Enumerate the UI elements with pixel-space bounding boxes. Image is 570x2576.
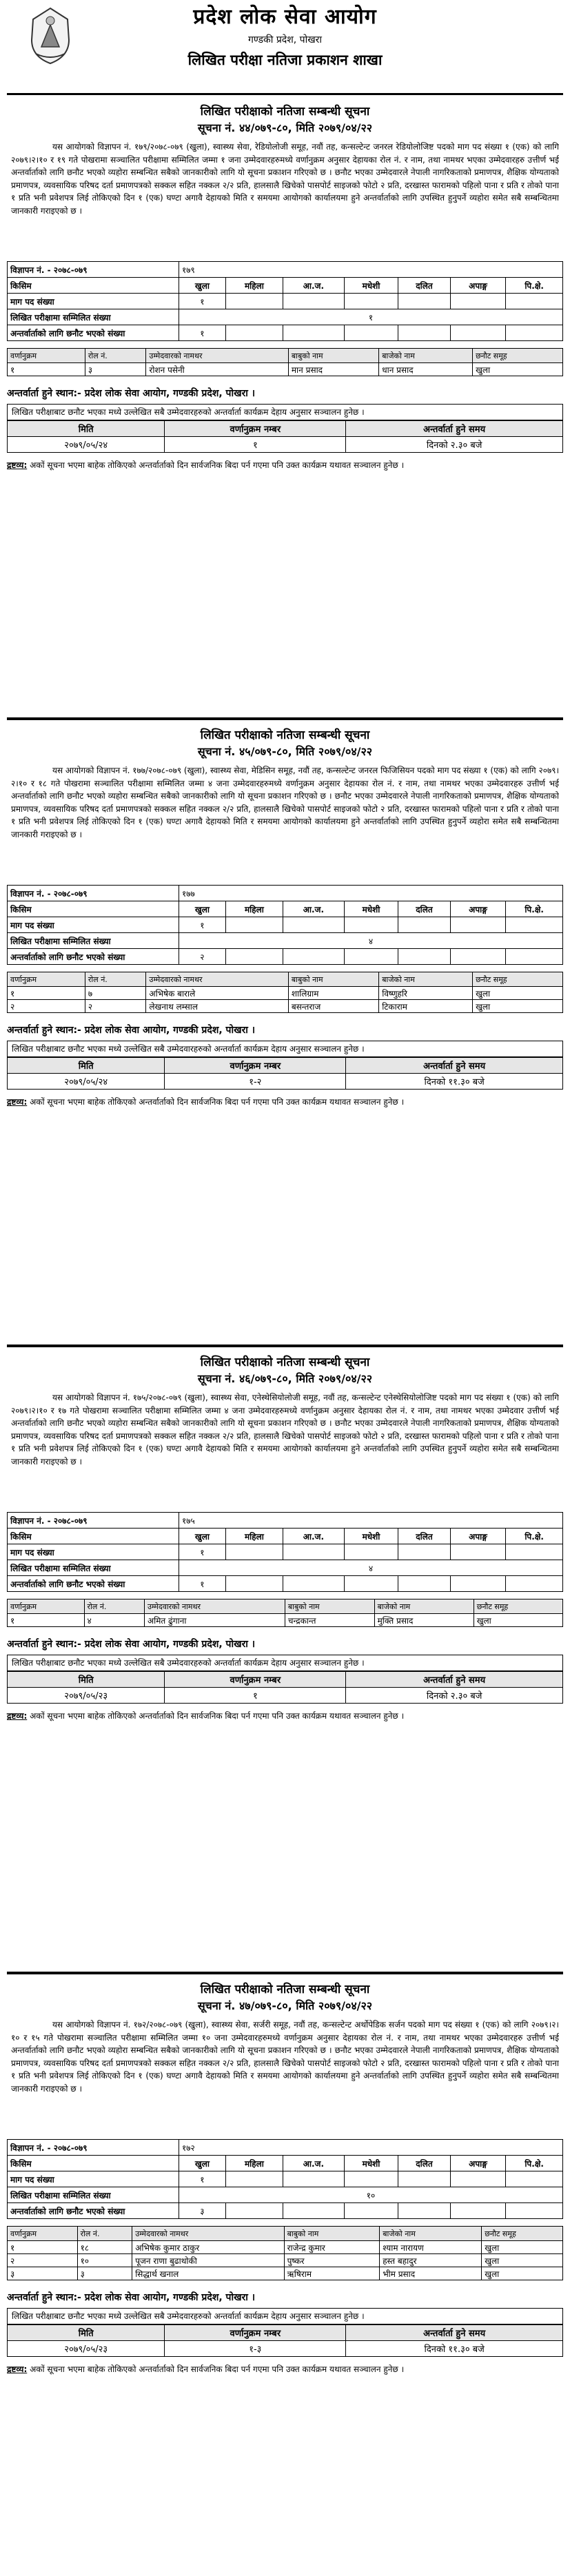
- category-header: दलित: [398, 1529, 450, 1544]
- candidate-column-header: रोल नं.: [84, 1599, 144, 1614]
- candidate-cell: २: [8, 2254, 78, 2267]
- candidate-cell: ७: [85, 987, 146, 1000]
- footer-label: द्रष्टव्य:: [7, 460, 28, 470]
- category-header: आ.ज.: [283, 901, 345, 917]
- row-value: [450, 917, 506, 933]
- candidate-column-header: बाजेको नाम: [379, 349, 473, 363]
- row-value: [344, 2203, 398, 2219]
- interview-note: लिखित परीक्षाबाट छनौट भएका मध्ये उल्लेखित सबै उम्मेदवारहरुको अन्तर्वार्ता कार्यक्रम देहाय अनुसार सञ्चालन हुनेछ ।: [7, 1655, 563, 1671]
- schedule-table: [7, 420, 563, 453]
- candidate-cell: चन्द्रकान्त: [285, 1614, 374, 1627]
- row-value: [344, 1544, 398, 1560]
- footer-text: अकों सूचना भएमा बाहेक तोकिएको अन्तर्वार्ताको दिन सार्वजनिक बिदा पर्न गएमा पनि उक्त कार्यक्रम यथावत सञ्चालन हुनेछ ।: [30, 460, 405, 470]
- row-value: [225, 325, 283, 341]
- row-value: [398, 2203, 450, 2219]
- candidate-cell: १८: [77, 2241, 132, 2254]
- row-value: [506, 294, 563, 309]
- row-value: [450, 294, 506, 309]
- row-value: १: [179, 309, 563, 325]
- row-value: २: [179, 949, 226, 965]
- row-value: [344, 325, 398, 341]
- candidate-cell: ऋषिराम: [284, 2267, 380, 2280]
- interview-place: अन्तर्वार्ता हुने स्थान:- प्रदेश लोक सेवा आयोग, गण्डकी प्रदेश, पोखरा ।: [7, 388, 256, 399]
- row-value: [450, 949, 506, 965]
- candidate-column-header: उम्मेदवारको नामथर: [144, 1599, 285, 1614]
- footer-label: द्रष्टव्य:: [7, 1097, 28, 1107]
- interview-place: अन्तर्वार्ता हुने स्थान:- प्रदेश लोक सेवा आयोग, गण्डकी प्रदेश, पोखरा ।: [7, 2292, 256, 2303]
- candidate-cell: खुला: [473, 1000, 563, 1013]
- category-header: खुला: [179, 278, 226, 294]
- adv-number: १७७: [179, 886, 563, 901]
- row-value: [283, 949, 345, 965]
- row-value: [506, 325, 563, 341]
- row-value: [225, 1544, 283, 1560]
- notice-body: यस आयोगको विज्ञापन नं. १७९/२०७८-०७९ (खुला), स्वास्थ्य सेवा, रेडियोलोजी समूह, नवौं तह, कन्सल्टेन्ट जनरल रेडियोलोजिष्ट पदको माग पद संख्या १ (एक) को लागि २०७९।२।१० र १९ गते पोखरामा सञ्चालित परीक्षामा सम्मिलित जम्मा १ जना उम्मेदवारहरुमध्ये वर्णानुक्रम अनुसार देहायका रोल नं. र नाम, तथा नामथर भएका उम्मेदवारहरु उत्तीर्ण भई अन्तर्वार्ताको लागि छनौट भएको व्यहोरा सम्बन्धित सबैको जानकारीको लागि यो सूचना प्रकाशन गरिएको छ । छनौट भएका उम्मेदवारले नेपाली नागरिकताको प्रमाणपत्र, शैक्षिक योग्यताको प्रमाणपत्र, व्यवसायिक परिषद दर्ता प्रमाणपत्रको सक्कल सहित नक्कल २/२ प्रति, हालसालै खिचेको पासपोर्ट साइजको फोटो २ प्रति, दरखास्त फारामको पहिलो पाना र प्रति र तोको पाना १ प्रति भनी प्रवेशपत्र लिई तोकिएको दिन १ (एक) घण्टा अगावै देहायको मिति र समयमा आयोगको कार्यालयमा हुने अन्तर्वार्ताको लागि उपस्थित हुनुपर्ने व्यहोरा समेत सबै सम्बन्धितमा जानकारी गराइएको छ ।: [11, 142, 559, 216]
- row-value: [398, 1544, 450, 1560]
- row-value: [225, 917, 283, 933]
- interview-place: अन्तर्वार्ता हुने स्थान:- प्रदेश लोक सेवा आयोग, गण्डकी प्रदेश, पोखरा ।: [7, 1025, 256, 1036]
- candidate-cell: खुला: [482, 2241, 563, 2254]
- category-header: मधेशी: [344, 1529, 398, 1544]
- candidate-cell: १: [8, 1614, 85, 1627]
- header-title: प्रदेश लोक सेवा आयोग: [193, 5, 377, 29]
- row-value: [450, 2203, 506, 2219]
- adv-number: १७२: [179, 2140, 563, 2156]
- section-divider: [7, 1345, 563, 1347]
- category-header: खुला: [179, 1529, 226, 1544]
- row-label: लिखित परीक्षामा सम्मिलित संख्या: [8, 1560, 179, 1576]
- row-label: अन्तर्वार्ताको लागि छनौट भएको संख्या: [8, 2203, 179, 2219]
- table-row: [8, 437, 563, 453]
- row-value: [506, 2203, 563, 2219]
- row-value: १: [179, 325, 226, 341]
- row-label: अन्तर्वार्ताको लागि छनौट भएको संख्या: [8, 1576, 179, 1592]
- candidate-cell: मान प्रसाद: [288, 363, 378, 376]
- candidate-cell: हस्त बहादुर: [380, 2254, 482, 2267]
- category-header: मधेशी: [344, 901, 398, 917]
- category-header: मधेशी: [344, 278, 398, 294]
- table-row: [8, 2267, 563, 2280]
- table-row: [8, 1074, 563, 1090]
- notice-heading: लिखित परीक्षाको नतिजा सम्बन्धी सूचना: [200, 1983, 370, 1996]
- candidate-column-header: बाबुको नाम: [284, 2227, 380, 2241]
- row-value: १: [179, 294, 226, 309]
- notice-heading: लिखित परीक्षाको नतिजा सम्बन्धी सूचना: [200, 1356, 370, 1369]
- candidate-cell: रोशन पसेनी: [146, 363, 288, 376]
- candidate-column-header: उम्मेदवारको नामथर: [146, 972, 288, 987]
- category-header: महिला: [225, 1529, 283, 1544]
- row-label: लिखित परीक्षामा सम्मिलित संख्या: [8, 309, 179, 325]
- candidate-cell: भीम प्रसाद: [380, 2267, 482, 2280]
- schedule-column-header: अन्तर्वार्ता हुने समय: [346, 1058, 563, 1074]
- category-header: खुला: [179, 901, 226, 917]
- schedule-column-header: वर्णानुक्रम नम्बर: [165, 421, 346, 437]
- row-value: [398, 325, 450, 341]
- result-notice: [7, 1981, 563, 2375]
- schedule-column-header: मिति: [8, 2325, 165, 2341]
- section-divider: [7, 1972, 563, 1974]
- candidate-cell: सिद्धार्थ खनाल: [132, 2267, 284, 2280]
- candidate-cell: ३: [85, 363, 146, 376]
- row-value: [344, 294, 398, 309]
- schedule-cell: २०७९/०५/२४: [8, 437, 165, 453]
- row-value: १: [179, 1576, 226, 1592]
- table-row: [8, 1614, 563, 1627]
- candidate-cell: खुला: [482, 2267, 563, 2280]
- candidate-table: [7, 348, 563, 376]
- row-value: [283, 917, 345, 933]
- row-value: [283, 2203, 345, 2219]
- category-header: खुला: [179, 2156, 226, 2171]
- row-value: [225, 2171, 283, 2187]
- schedule-cell: दिनको २.३० बजे: [346, 437, 563, 453]
- schedule-column-header: वर्णानुक्रम नम्बर: [165, 2325, 346, 2341]
- row-value: [450, 325, 506, 341]
- schedule-cell: २०७९/०५/२३: [8, 2341, 165, 2357]
- candidate-cell: १: [8, 363, 85, 376]
- footer-text: अकों सूचना भएमा बाहेक तोकिएको अन्तर्वार्ताको दिन सार्वजनिक बिदा पर्न गएमा पनि उक्त कार्यक्रम यथावत सञ्चालन हुनेछ ।: [30, 1097, 405, 1107]
- table-row: [8, 2241, 563, 2254]
- row-value: [450, 2171, 506, 2187]
- row-value: [344, 2171, 398, 2187]
- table-row: [8, 363, 563, 376]
- candidate-table: [7, 972, 563, 1013]
- candidate-cell: धान प्रसाद: [379, 363, 473, 376]
- candidate-column-header: उम्मेदवारको नामथर: [146, 349, 288, 363]
- notice-number-date: सूचना नं. ४५/०७९-८०, मिति २०७९/०४/२२: [197, 745, 373, 758]
- schedule-cell: २०७९/०५/२३: [8, 1688, 165, 1704]
- candidate-column-header: वर्णानुक्रम: [8, 2227, 78, 2241]
- header-branch: लिखित परीक्षा नतिजा प्रकाशन शाखा: [187, 52, 383, 68]
- row-value: [398, 917, 450, 933]
- schedule-cell: २०७९/०५/२४: [8, 1074, 165, 1090]
- row-value: [506, 2171, 563, 2187]
- category-header: मधेशी: [344, 2156, 398, 2171]
- row-value: [225, 294, 283, 309]
- candidate-column-header: वर्णानुक्रम: [8, 972, 85, 987]
- schedule-table: [7, 2324, 563, 2357]
- row-value: [398, 949, 450, 965]
- page-header: [7, 0, 563, 95]
- row-value: [283, 1576, 345, 1592]
- candidate-cell: १: [8, 987, 85, 1000]
- candidate-column-header: वर्णानुक्रम: [8, 1599, 85, 1614]
- candidate-cell: अभिषेक बाराले: [146, 987, 288, 1000]
- interview-note: लिखित परीक्षाबाट छनौट भएका मध्ये उल्लेखित सबै उम्मेदवारहरुको अन्तर्वार्ता कार्यक्रम देहाय अनुसार सञ्चालन हुनेछ ।: [7, 2308, 563, 2324]
- schedule-cell: १: [165, 437, 346, 453]
- row-label: लिखित परीक्षामा सम्मिलित संख्या: [8, 933, 179, 949]
- adv-label: विज्ञापन नं. - २०७८-०७९: [8, 886, 179, 901]
- candidate-column-header: छनौट समूह: [473, 349, 563, 363]
- row-value: [506, 917, 563, 933]
- schedule-cell: दिनको ११.३० बजे: [346, 1074, 563, 1090]
- row-value: [344, 1576, 398, 1592]
- schedule-column-header: अन्तर्वार्ता हुने समय: [346, 1672, 563, 1688]
- candidate-cell: बसन्तराज: [288, 1000, 378, 1013]
- candidate-column-header: बाजेको नाम: [374, 1599, 474, 1614]
- row-label: माग पद संख्या: [8, 294, 179, 309]
- candidate-column-header: बाजेको नाम: [380, 2227, 482, 2241]
- notice-body: यस आयोगको विज्ञापन नं. १७७/२०७८-०७९ (खुला), स्वास्थ्य सेवा, मेडिसिन समूह, नवौं तह, कन्सल्टेन्ट जनरल फिजिसियन पदको माग पद संख्या १ (एक) को लागि २०७९।२।१० र १८ गते पोखरामा सञ्चालित परीक्षामा सम्मिलित जम्मा ४ जना उम्मेदवारहरुमध्ये वर्णानुक्रम अनुसार देहायका रोल नं. र नाम, तथा नामथर भएका उम्मेदवारहरु उत्तीर्ण भई अन्तर्वार्ताको लागि छनौट भएको व्यहोरा सम्बन्धित सबैको जानकारीको लागि यो सूचना प्रकाशन गरिएको छ । छनौट भएका उम्मेदवारले नेपाली नागरिकताको प्रमाणपत्र, शैक्षिक योग्यताको प्रमाणपत्र, व्यवसायिक परिषद दर्ता प्रमाणपत्रको सक्कल सहित नक्कल २/२ प्रति, हालसालै खिचेको पासपोर्ट साइजको फोटो २ प्रति, दरखास्त फारामको पहिलो पाना र प्रति र तोको पाना १ प्रति भनी प्रवेशपत्र लिई तोकिएको दिन १ (एक) घण्टा अगावै देहायको मिति र समयमा आयोगको कार्यालयमा हुने अन्तर्वार्ताको लागि उपस्थित हुनुपर्ने व्यहोरा समेत सबै सम्बन्धितमा जानकारी गराइएको छ ।: [11, 766, 559, 839]
- notice-footer: [7, 2364, 563, 2375]
- table-row: [8, 2341, 563, 2357]
- candidate-column-header: उम्मेदवारको नामथर: [132, 2227, 284, 2241]
- candidate-cell: राजेन्द्र कुमार: [284, 2241, 380, 2254]
- row-value: [344, 949, 398, 965]
- row-value: [225, 949, 283, 965]
- candidate-column-header: रोल नं.: [85, 349, 146, 363]
- candidate-cell: २: [85, 1000, 146, 1013]
- candidate-column-header: बाजेको नाम: [379, 972, 473, 987]
- row-value: [450, 1544, 506, 1560]
- candidate-cell: मुक्ति प्रसाद: [374, 1614, 474, 1627]
- candidate-cell: खुला: [473, 363, 563, 376]
- result-notice: [7, 1354, 563, 1722]
- row-value: [283, 1544, 345, 1560]
- row-value: [506, 1544, 563, 1560]
- result-notice: [7, 727, 563, 1108]
- footer-label: द्रष्टव्य:: [7, 2364, 28, 2374]
- vacancy-table: [7, 1512, 563, 1592]
- candidate-cell: अभिषेक कुमार ठाकुर: [132, 2241, 284, 2254]
- row-value: [398, 2171, 450, 2187]
- category-header: महिला: [225, 2156, 283, 2171]
- candidate-table: [7, 2226, 563, 2280]
- notice-number-date: सूचना नं. ४७/०७९-८०, मिति २०७९/०४/२२: [197, 1999, 373, 2012]
- interview-note: लिखित परीक्षाबाट छनौट भएका मध्ये उल्लेखित सबै उम्मेदवारहरुको अन्तर्वार्ता कार्यक्रम देहाय अनुसार सञ्चालन हुनेछ ।: [7, 1041, 563, 1057]
- interview-note: लिखित परीक्षाबाट छनौट भएका मध्ये उल्लेखित सबै उम्मेदवारहरुको अन्तर्वार्ता कार्यक्रम देहाय अनुसार सञ्चालन हुनेछ ।: [7, 404, 563, 420]
- candidate-column-header: छनौट समूह: [474, 1599, 562, 1614]
- schedule-column-header: अन्तर्वार्ता हुने समय: [346, 421, 563, 437]
- candidate-column-header: रोल नं.: [77, 2227, 132, 2241]
- candidate-column-header: बाबुको नाम: [288, 349, 378, 363]
- vacancy-table: [7, 2139, 563, 2219]
- candidate-column-header: छनौट समूह: [482, 2227, 563, 2241]
- notice-number-date: सूचना नं. ४६/०७९-८०, मिति २०७९/०४/२२: [197, 1372, 373, 1385]
- notice-number-date: सूचना नं. ४४/०७९-८०, मिति २०७९/०४/२२: [197, 121, 373, 134]
- adv-number: १७५: [179, 1513, 563, 1529]
- row-label: लिखित परीक्षामा सम्मिलित संख्या: [8, 2187, 179, 2203]
- candidate-cell: पुष्कर: [284, 2254, 380, 2267]
- schedule-cell: १: [165, 1688, 346, 1704]
- row-value: ३: [179, 2203, 226, 2219]
- candidate-cell: खुला: [473, 987, 563, 1000]
- notice-footer: [7, 460, 563, 471]
- row-label: किसिम: [8, 1529, 179, 1544]
- notice-heading: लिखित परीक्षाको नतिजा सम्बन्धी सूचना: [200, 728, 370, 742]
- row-label: माग पद संख्या: [8, 917, 179, 933]
- schedule-cell: दिनको ११.३० बजे: [346, 2341, 563, 2357]
- row-value: [398, 294, 450, 309]
- row-value: १०: [179, 2187, 563, 2203]
- notice-footer: [7, 1096, 563, 1108]
- category-header: महिला: [225, 901, 283, 917]
- schedule-column-header: मिति: [8, 421, 165, 437]
- row-value: [283, 2171, 345, 2187]
- candidate-column-header: छनौट समूह: [473, 972, 563, 987]
- row-label: किसिम: [8, 901, 179, 917]
- category-header: आ.ज.: [283, 2156, 345, 2171]
- schedule-column-header: अन्तर्वार्ता हुने समय: [346, 2325, 563, 2341]
- row-value: [283, 294, 345, 309]
- row-value: [506, 1576, 563, 1592]
- category-header: अपाङ्ग: [450, 278, 506, 294]
- category-header: पि.क्षे.: [506, 901, 563, 917]
- row-value: [225, 2203, 283, 2219]
- table-row: [8, 2254, 563, 2267]
- footer-label: द्रष्टव्य:: [7, 1711, 28, 1721]
- candidate-column-header: रोल नं.: [85, 972, 146, 987]
- candidate-cell: अमित ढुंगाना: [144, 1614, 285, 1627]
- category-header: पि.क्षे.: [506, 2156, 563, 2171]
- row-label: माग पद संख्या: [8, 1544, 179, 1560]
- adv-label: विज्ञापन नं. - २०७८-०७९: [8, 2140, 179, 2156]
- candidate-cell: पूजन राणा बुढाथोकी: [132, 2254, 284, 2267]
- row-label: अन्तर्वार्ताको लागि छनौट भएको संख्या: [8, 949, 179, 965]
- schedule-column-header: वर्णानुक्रम नम्बर: [165, 1058, 346, 1074]
- row-value: [398, 1576, 450, 1592]
- schedule-column-header: मिति: [8, 1672, 165, 1688]
- candidate-column-header: बाबुको नाम: [285, 1599, 374, 1614]
- candidate-cell: ३: [8, 2267, 78, 2280]
- candidate-column-header: वर्णानुक्रम: [8, 349, 85, 363]
- schedule-cell: १-२: [165, 1074, 346, 1090]
- schedule-table: [7, 1671, 563, 1704]
- candidate-column-header: बाबुको नाम: [288, 972, 378, 987]
- header-subtitle: गण्डकी प्रदेश, पोखरा: [247, 34, 323, 45]
- notice-heading: लिखित परीक्षाको नतिजा सम्बन्धी सूचना: [200, 105, 370, 119]
- category-header: पि.क्षे.: [506, 278, 563, 294]
- row-value: [450, 1576, 506, 1592]
- row-label: माग पद संख्या: [8, 2171, 179, 2187]
- candidate-cell: खुला: [474, 1614, 562, 1627]
- row-value: [344, 917, 398, 933]
- notice-body: यस आयोगको विज्ञापन नं. १७५/२०७८-०७९ (खुला), स्वास्थ्य सेवा, एनेस्थेसियोलोजी समूह, नवौं तह, कन्सल्टेन्ट एनेस्थेसियोलोजिष्ट पदको माग पद संख्या १ (एक) को लागि २०७९।२।१० र १७ गते पोखरामा सञ्चालित परीक्षामा सम्मिलित जम्मा ४ जना उम्मेदवारहरुमध्ये वर्णानुक्रम अनुसार देहायका रोल नं. र नाम, तथा नामथर भएका उम्मेदवार उत्तीर्ण भई अन्तर्वार्ताको लागि छनौट भएको व्यहोरा सम्बन्धित सबैको जानकारीको लागि यो सूचना प्रकाशन गरिएको छ । छनौट भएका उम्मेदवारले नेपाली नागरिकताको प्रमाणपत्र, शैक्षिक योग्यताको प्रमाणपत्र, व्यवसायिक परिषद दर्ता प्रमाणपत्रको सक्कल सहित नक्कल २/२ प्रति, हालसालै खिचेको पासपोर्ट साइजको फोटो २ प्रति, दरखास्त फारामको पहिलो पाना र प्रति र तोको पाना १ प्रति भनी प्रवेशपत्र लिई तोकिएको दिन १ (एक) घण्टा अगावै देहायको मिति र समयमा आयोगको कार्यालयमा हुने अन्तर्वार्ताको लागि उपस्थित हुनुपर्ने व्यहोरा समेत सबै सम्बन्धितमा जानकारी गराइएको छ ।: [11, 1393, 559, 1466]
- result-notice: [7, 103, 563, 471]
- row-value: [283, 325, 345, 341]
- category-header: महिला: [225, 278, 283, 294]
- category-header: आ.ज.: [283, 278, 345, 294]
- row-value: [225, 1576, 283, 1592]
- row-value: १: [179, 2171, 226, 2187]
- row-value: ४: [179, 933, 563, 949]
- table-row: [8, 1688, 563, 1704]
- adv-label: विज्ञापन नं. - २०७८-०७९: [8, 1513, 179, 1529]
- schedule-cell: १-३: [165, 2341, 346, 2357]
- adv-number: १७९: [179, 262, 563, 278]
- schedule-column-header: मिति: [8, 1058, 165, 1074]
- category-header: दलित: [398, 901, 450, 917]
- category-header: अपाङ्ग: [450, 901, 506, 917]
- schedule-table: [7, 1057, 563, 1090]
- table-row: [8, 1000, 563, 1013]
- candidate-cell: १०: [77, 2254, 132, 2267]
- vacancy-table: [7, 261, 563, 341]
- candidate-cell: शालिग्राम: [288, 987, 378, 1000]
- candidate-table: [7, 1599, 563, 1627]
- candidate-cell: ४: [84, 1614, 144, 1627]
- row-label: किसिम: [8, 2156, 179, 2171]
- row-value: १: [179, 1544, 226, 1560]
- category-header: अपाङ्ग: [450, 1529, 506, 1544]
- candidate-cell: खुला: [482, 2254, 563, 2267]
- notice-body: यस आयोगको विज्ञापन नं. १७२/२०७८-०७९ (खुला), स्वास्थ्य सेवा, सर्जरी समूह, नवौं तह, कन्सल्टेन्ट अर्थोपेडिक सर्जन पदको माग पद संख्या १ (एक) को लागि २०७९।२।१० र १५ गते पोखरामा सञ्चालित परीक्षामा सम्मिलित जम्मा १० जना उम्मेदवारहरुमध्ये वर्णानुक्रम अनुसार देहायका रोल नं. र नाम, तथा नामथर भएका उम्मेदवारहरु उत्तीर्ण भई अन्तर्वार्ताको लागि छनौट भएको व्यहोरा सम्बन्धित सबैको जानकारीको लागि यो सूचना प्रकाशन गरिएको छ । छनौट भएका उम्मेदवारले नेपाली नागरिकताको प्रमाणपत्र, शैक्षिक योग्यताको प्रमाणपत्र, व्यवसायिक परिषद दर्ता प्रमाणपत्रको सक्कल सहित नक्कल २/२ प्रति, हालसालै खिचेको पासपोर्ट साइजको फोटो २ प्रति, दरखास्त फारामको पहिलो पाना र प्रति र तोको पाना १ प्रति भनी प्रवेशपत्र लिई तोकिएको दिन १ (एक) घण्टा अगावै देहायको मिति र समयमा आयोगको कार्यालयमा हुने अन्तर्वार्ताको लागि उपस्थित हुनुपर्ने व्यहोरा समेत सबै सम्बन्धितमा जानकारी गराइएको छ ।: [11, 2020, 559, 2094]
- section-divider: [7, 717, 563, 720]
- candidate-cell: ३: [77, 2267, 132, 2280]
- interview-place: अन्तर्वार्ता हुने स्थान:- प्रदेश लोक सेवा आयोग, गण्डकी प्रदेश, पोखरा ।: [7, 1639, 256, 1650]
- footer-text: अकों सूचना भएमा बाहेक तोकिएको अन्तर्वार्ताको दिन सार्वजनिक बिदा पर्न गएमा पनि उक्त कार्यक्रम यथावत सञ्चालन हुनेछ ।: [30, 1711, 405, 1721]
- category-header: पि.क्षे.: [506, 1529, 563, 1544]
- category-header: दलित: [398, 278, 450, 294]
- schedule-column-header: वर्णानुक्रम नम्बर: [165, 1672, 346, 1688]
- row-value: ४: [179, 1560, 563, 1576]
- vacancy-table: [7, 885, 563, 965]
- candidate-cell: लेखनाथ लम्साल: [146, 1000, 288, 1013]
- candidate-cell: टिकाराम: [379, 1000, 473, 1013]
- row-value: [506, 949, 563, 965]
- candidate-cell: २: [8, 1000, 85, 1013]
- schedule-cell: दिनको २.३० बजे: [346, 1688, 563, 1704]
- adv-label: विज्ञापन नं. - २०७८-०७९: [8, 262, 179, 278]
- candidate-cell: १: [8, 2241, 78, 2254]
- category-header: अपाङ्ग: [450, 2156, 506, 2171]
- category-header: दलित: [398, 2156, 450, 2171]
- row-label: किसिम: [8, 278, 179, 294]
- candidate-cell: विष्णुहरि: [379, 987, 473, 1000]
- category-header: आ.ज.: [283, 1529, 345, 1544]
- candidate-cell: श्याम नारायण: [380, 2241, 482, 2254]
- row-value: १: [179, 917, 226, 933]
- footer-text: अकों सूचना भएमा बाहेक तोकिएको अन्तर्वार्ताको दिन सार्वजनिक बिदा पर्न गएमा पनि उक्त कार्यक्रम यथावत सञ्चालन हुनेछ ।: [30, 2364, 405, 2374]
- row-label: अन्तर्वार्ताको लागि छनौट भएको संख्या: [8, 325, 179, 341]
- notice-footer: [7, 1710, 563, 1722]
- table-row: [8, 987, 563, 1000]
